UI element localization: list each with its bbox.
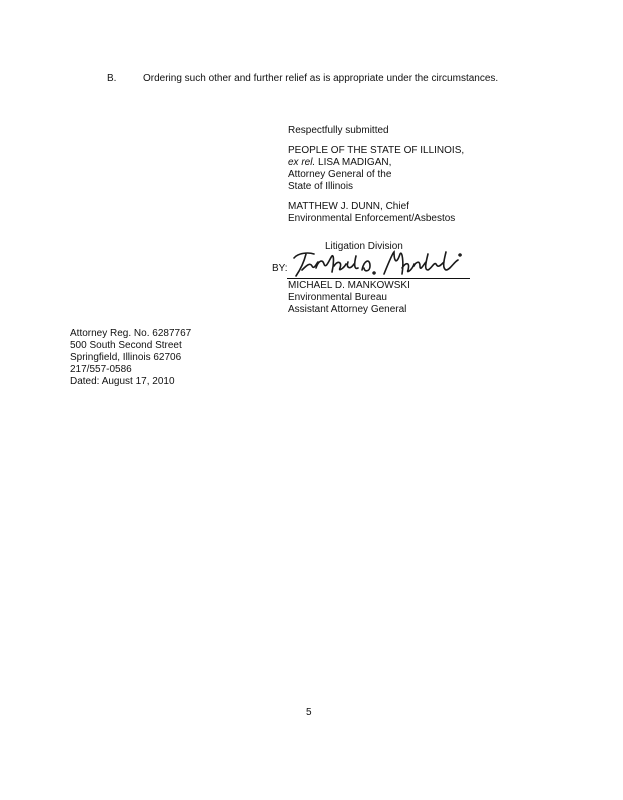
street-address: 500 South Second Street: [70, 340, 182, 351]
item-text: Ordering such other and further relief as is appropriate under the circumstances.: [143, 73, 499, 84]
party-line-4: State of Illinois: [288, 181, 354, 192]
division-line-3: Litigation Division: [325, 241, 403, 252]
handwritten-signature: [288, 244, 468, 280]
party-line-2-rest: LISA MADIGAN,: [315, 157, 392, 168]
party-line-2: [288, 157, 464, 169]
contact-block: [70, 328, 191, 388]
attorney-reg: Attorney Reg. No. 6287767: [70, 328, 192, 339]
signer-title: Assistant Attorney General: [288, 304, 407, 315]
signer-bureau: Environmental Bureau: [288, 292, 387, 303]
by-label: BY:: [272, 263, 288, 274]
closing-text: Respectfully submitted: [288, 125, 389, 136]
division-line-2: Environmental Enforcement/Asbestos: [288, 213, 456, 224]
city-address: Springfield, Illinois 62706: [70, 352, 182, 363]
page-number: 5: [306, 707, 312, 718]
phone-number: 217/557-0586: [70, 364, 132, 375]
item-letter: B.: [107, 73, 117, 84]
signer-name: MICHAEL D. MANKOWSKI: [288, 280, 410, 291]
signer-block: [288, 280, 410, 316]
signature-line: [287, 278, 470, 279]
ex-rel-text: ex rel.: [288, 157, 316, 168]
signature-block: [288, 125, 464, 225]
party-line-1: PEOPLE OF THE STATE OF ILLINOIS,: [288, 145, 465, 156]
division-line-1: MATTHEW J. DUNN, Chief: [288, 201, 409, 212]
dated-line: Dated: August 17, 2010: [70, 376, 175, 387]
party-line-3: Attorney General of the: [288, 169, 392, 180]
